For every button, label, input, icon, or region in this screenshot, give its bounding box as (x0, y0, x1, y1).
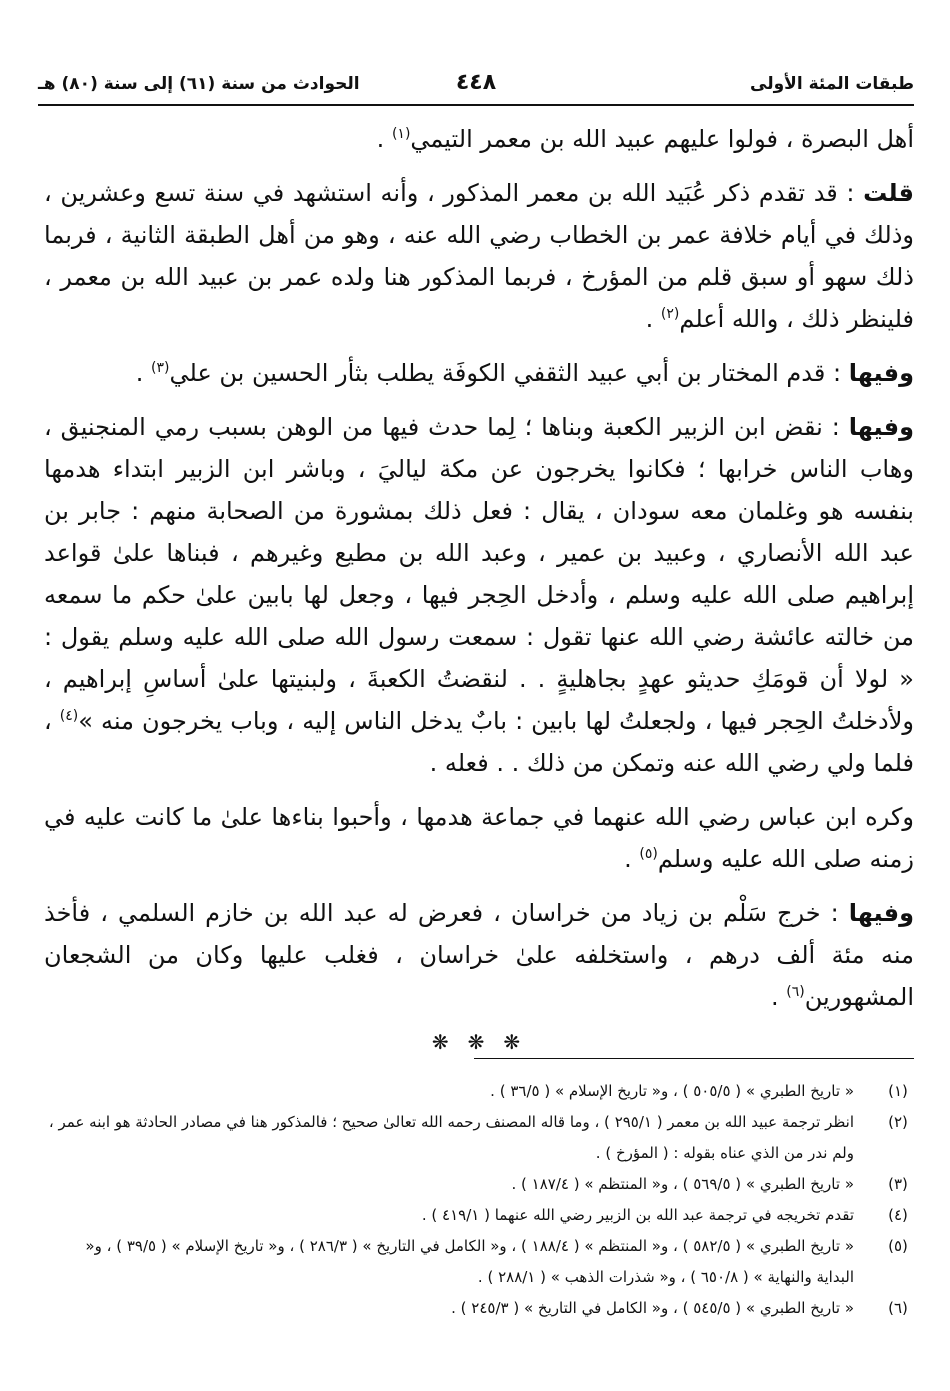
footnotes (44, 1076, 918, 1324)
footnote-ref[interactable]: (٣) (151, 360, 170, 376)
footnote-number: (٣) (888, 1175, 908, 1193)
lead-word: قلت (863, 179, 914, 207)
footnote: (٤) تقدم تخريجه في ترجمة عبد الله بن الزبير رضي الله عنهما ( ٤١٩/١ ) . (44, 1200, 918, 1231)
lead-word: وفيها (848, 359, 914, 387)
footnote-number: (٥) (888, 1237, 908, 1255)
lead-word: وفيها (848, 899, 914, 927)
footnote: (٢) انظر ترجمة عبيد الله بن معمر ( ٢٩٥/١ ) ، وما قاله المصنف رحمه الله تعالىٰ صحيح ؛ فالمذكور هنا في مصادر الحادثة هو ابنه عمر ، ولم ندر من الذي عناه بقوله : ( المؤرخ ) . (44, 1107, 918, 1169)
page-number: ٤٤٨ (455, 70, 497, 95)
footnote-ref[interactable]: (٢) (660, 306, 680, 322)
section-range: الحوادث من سنة (٦١) إلى سنة (٨٠) هـ (38, 74, 360, 94)
section-separator: ❋ ❋ ❋ (431, 1030, 527, 1054)
footnote-ref[interactable]: (٥) (639, 846, 658, 862)
paragraph: قلت : قد تقدم ذكر عُبَيد الله بن معمر المذكور ، وأنه استشهد في سنة تسع وعشرين ، وذلك في أيام خلافة عمر بن الخطاب رضي الله عنه ، وهو من أهل الطبقة الثانية ، فربما ذلك سهو أو سبق قلم من المؤرخ ، فربما المذكور هنا ولده عمر بن عبيد الله بن معمر ، فلينظر ذلك ، والله أعلم$^{(٢)}$ . (44, 179, 914, 333)
footnote-number: (٢) (888, 1113, 908, 1131)
lead-word: وفيها (848, 413, 914, 441)
footnote-number: (٦) (888, 1299, 908, 1317)
paragraph: وفيها : خرج سَلْم بن زياد من خراسان ، فعرض له عبد الله بن خازم السلمي ، فأخذ منه مئة ألف درهم ، واستخلفه علىٰ خراسان ، فغلب عليها وكان من الشجعان المشهورين$^{(٦)}$ . (44, 899, 914, 1011)
footnote: (٥) « تاريخ الطبري » ( ٥٨٢/٥ ) ، و« المنتظم » ( ١٨٨/٤ ) ، و« الكامل في التاريخ » ( ٢٨٦/٣ ) ، و« تاريخ الإسلام » ( ٣٩/٥ ) ، و« البداية والنهاية » ( ٦٥٠/٨ ) ، و« شذرات الذهب » ( ٢٨٨/١ ) . (44, 1231, 918, 1293)
footnote: (١) « تاريخ الطبري » ( ٥٠٥/٥ ) ، و« تاريخ الإسلام » ( ٣٦/٥ ) . (44, 1076, 918, 1107)
footnote-ref[interactable]: (٦) (786, 984, 805, 1000)
book-title: طبقات المئة الأولى (750, 74, 914, 94)
paragraph: وكره ابن عباس رضي الله عنهما في جماعة هدمها ، وأحبوا بناءها علىٰ ما كانت عليه في زمنه صلى الله عليه وسلم$^{(٥)}$ . (44, 803, 914, 873)
paragraph: أهل البصرة ، فولوا عليهم عبيد الله بن معمر التيمي$^{(١)}$ . (376, 125, 914, 153)
paragraph: وفيها : نقض ابن الزبير الكعبة وبناها ؛ لِما حدث فيها من الوهن بسبب رمي المنجنيق ، وهاب الناس خرابها ؛ فكانوا يخرجون عن مكة لياليَ ، وباشر ابن الزبير ابتداء هدمها بنفسه هو وغلمان معه سودان ، يقال : فعل ذلك بمشورة من الصحابة منهم : جابر بن عبد الله الأنصاري ، وعبيد بن عمير ، وعبد الله بن مطيع وغيرهم ، فبناها علىٰ قواعد إبراهيم صلى الله عليه وسلم ، وأدخل الحِجر فيها ، وجعل لها بابين علىٰ حكم ما سمعه من خالته عائشة رضي الله عنها تقول : سمعت رسول الله صلى الله عليه وسلم يقول : « لولا أن قومَكِ حديثو عهدٍ بجاهليةٍ . . لنقضتُ الكعبةَ ، ولبنيتها علىٰ أساسِ إبراهيم ، ولأدخلتُ الحِجر فيها ، ولجعلتُ لها بابين : بابٌ يدخل الناس إليه ، وباب يخرجون منه »$^{(٤)}$ ، فلما ولي رضي الله عنه وتمكن من ذلك . . فعله . (44, 413, 915, 777)
footnote-rule (474, 1058, 914, 1059)
footnote-ref[interactable]: (١) (391, 126, 411, 142)
footnote-ref[interactable]: (٤) (59, 708, 79, 724)
footnote-number: (٤) (888, 1206, 908, 1224)
footnote-number: (١) (888, 1082, 908, 1100)
footnote: (٦) « تاريخ الطبري » ( ٥٤٥/٥ ) ، و« الكامل في التاريخ » ( ٢٤٥/٣ ) . (44, 1293, 918, 1324)
main-text (44, 118, 914, 1070)
running-header (38, 70, 914, 106)
footnote: (٣) « تاريخ الطبري » ( ٥٦٩/٥ ) ، و« المنتظم » ( ١٨٧/٤ ) . (44, 1169, 918, 1200)
paragraph: وفيها : قدم المختار بن أبي عبيد الثقفي الكوفَة يطلب بثأر الحسين بن علي$^{(٣)}$ . (135, 359, 914, 387)
